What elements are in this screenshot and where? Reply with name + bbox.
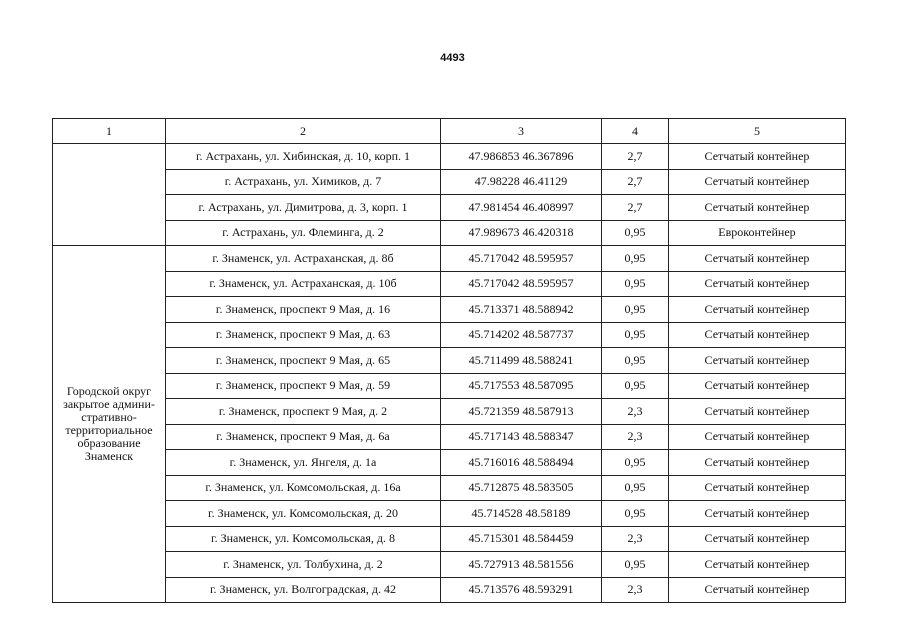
volume-cell: 2,7 — [602, 195, 669, 221]
container-type-cell: Сетчатый контейнер — [669, 322, 846, 348]
coordinates-cell: 45.716016 48.588494 — [441, 450, 602, 476]
column-header: 2 — [166, 119, 441, 144]
address-cell: г. Знаменск, проспект 9 Мая, д. 59 — [166, 373, 441, 399]
address-cell: г. Знаменск, ул. Комсомольская, д. 20 — [166, 501, 441, 527]
volume-cell: 0,95 — [602, 450, 669, 476]
table-row — [53, 271, 846, 297]
coordinates-cell: 45.717042 48.595957 — [441, 246, 602, 272]
coordinates-cell: 45.721359 48.587913 — [441, 399, 602, 425]
table-row — [53, 246, 846, 272]
coordinates-cell: 45.714528 48.58189 — [441, 501, 602, 527]
coordinates-cell: 45.717042 48.595957 — [441, 271, 602, 297]
volume-cell: 0,95 — [602, 297, 669, 323]
coordinates-cell: 47.98228 46.41129 — [441, 169, 602, 195]
container-type-cell: Сетчатый контейнер — [669, 271, 846, 297]
container-type-cell: Сетчатый контейнер — [669, 144, 846, 170]
table-row — [53, 169, 846, 195]
volume-cell: 0,95 — [602, 373, 669, 399]
table-row — [53, 399, 846, 425]
volume-cell: 2,7 — [602, 169, 669, 195]
volume-cell: 0,95 — [602, 501, 669, 527]
container-type-cell: Сетчатый контейнер — [669, 246, 846, 272]
coordinates-cell: 45.713371 48.588942 — [441, 297, 602, 323]
coordinates-cell: 45.715301 48.584459 — [441, 526, 602, 552]
volume-cell: 0,95 — [602, 348, 669, 374]
address-cell: г. Астрахань, ул. Димитрова, д. 3, корп. 1 — [166, 195, 441, 221]
address-cell: г. Знаменск, проспект 9 Мая, д. 65 — [166, 348, 441, 374]
container-type-cell: Сетчатый контейнер — [669, 399, 846, 425]
container-type-cell: Евроконтейнер — [669, 220, 846, 246]
address-cell: г. Знаменск, проспект 9 Мая, д. 16 — [166, 297, 441, 323]
address-cell: г. Астрахань, ул. Хибинская, д. 10, корп. 1 — [166, 144, 441, 170]
volume-cell: 0,95 — [602, 220, 669, 246]
address-cell: г. Астрахань, ул. Флеминга, д. 2 — [166, 220, 441, 246]
table-header-row — [53, 119, 846, 144]
container-sites-table — [52, 118, 846, 603]
coordinates-cell: 45.717553 48.587095 — [441, 373, 602, 399]
table-row — [53, 552, 846, 578]
coordinates-cell: 45.714202 48.587737 — [441, 322, 602, 348]
region-cell: Городской округ закрытое админи-стративно-территориальное образование Знаменск — [53, 246, 166, 603]
coordinates-cell: 45.727913 48.581556 — [441, 552, 602, 578]
address-cell: г. Знаменск, ул. Толбухина, д. 2 — [166, 552, 441, 578]
volume-cell: 0,95 — [602, 246, 669, 272]
container-type-cell: Сетчатый контейнер — [669, 373, 846, 399]
container-type-cell: Сетчатый контейнер — [669, 424, 846, 450]
coordinates-cell: 45.712875 48.583505 — [441, 475, 602, 501]
table-row — [53, 297, 846, 323]
container-type-cell: Сетчатый контейнер — [669, 577, 846, 603]
coordinates-cell: 47.986853 46.367896 — [441, 144, 602, 170]
container-type-cell: Сетчатый контейнер — [669, 348, 846, 374]
address-cell: г. Знаменск, проспект 9 Мая, д. 6а — [166, 424, 441, 450]
coordinates-cell: 45.717143 48.588347 — [441, 424, 602, 450]
table-row — [53, 144, 846, 170]
volume-cell: 0,95 — [602, 552, 669, 578]
table-row — [53, 195, 846, 221]
table-row — [53, 526, 846, 552]
coordinates-cell: 47.989673 46.420318 — [441, 220, 602, 246]
coordinates-cell: 47.981454 46.408997 — [441, 195, 602, 221]
address-cell: г. Астрахань, ул. Химиков, д. 7 — [166, 169, 441, 195]
container-type-cell: Сетчатый контейнер — [669, 526, 846, 552]
region-cell — [53, 144, 166, 246]
volume-cell: 2,3 — [602, 424, 669, 450]
container-type-cell: Сетчатый контейнер — [669, 475, 846, 501]
container-type-cell: Сетчатый контейнер — [669, 195, 846, 221]
address-cell: г. Знаменск, ул. Янгеля, д. 1а — [166, 450, 441, 476]
address-cell: г. Знаменск, ул. Комсомольская, д. 16а — [166, 475, 441, 501]
container-type-cell: Сетчатый контейнер — [669, 552, 846, 578]
volume-cell: 0,95 — [602, 475, 669, 501]
coordinates-cell: 45.711499 48.588241 — [441, 348, 602, 374]
table-row — [53, 577, 846, 603]
volume-cell: 0,95 — [602, 322, 669, 348]
container-type-cell: Сетчатый контейнер — [669, 450, 846, 476]
table-row — [53, 373, 846, 399]
volume-cell: 2,3 — [602, 577, 669, 603]
table-row — [53, 348, 846, 374]
address-cell: г. Знаменск, ул. Астраханская, д. 10б — [166, 271, 441, 297]
volume-cell: 2,3 — [602, 526, 669, 552]
column-header: 4 — [602, 119, 669, 144]
column-header: 3 — [441, 119, 602, 144]
coordinates-cell: 45.713576 48.593291 — [441, 577, 602, 603]
address-cell: г. Знаменск, ул. Астраханская, д. 8б — [166, 246, 441, 272]
column-header: 1 — [53, 119, 166, 144]
container-type-cell: Сетчатый контейнер — [669, 501, 846, 527]
container-type-cell: Сетчатый контейнер — [669, 297, 846, 323]
table-row — [53, 220, 846, 246]
table-row — [53, 322, 846, 348]
column-header: 5 — [669, 119, 846, 144]
page-number: 4493 — [440, 52, 465, 64]
container-type-cell: Сетчатый контейнер — [669, 169, 846, 195]
table-row — [53, 424, 846, 450]
table-row — [53, 501, 846, 527]
table-row — [53, 475, 846, 501]
address-cell: г. Знаменск, проспект 9 Мая, д. 63 — [166, 322, 441, 348]
address-cell: г. Знаменск, ул. Комсомольская, д. 8 — [166, 526, 441, 552]
address-cell: г. Знаменск, проспект 9 Мая, д. 2 — [166, 399, 441, 425]
volume-cell: 0,95 — [602, 271, 669, 297]
volume-cell: 2,7 — [602, 144, 669, 170]
address-cell: г. Знаменск, ул. Волгоградская, д. 42 — [166, 577, 441, 603]
table-body — [53, 144, 846, 603]
volume-cell: 2,3 — [602, 399, 669, 425]
table-row — [53, 450, 846, 476]
